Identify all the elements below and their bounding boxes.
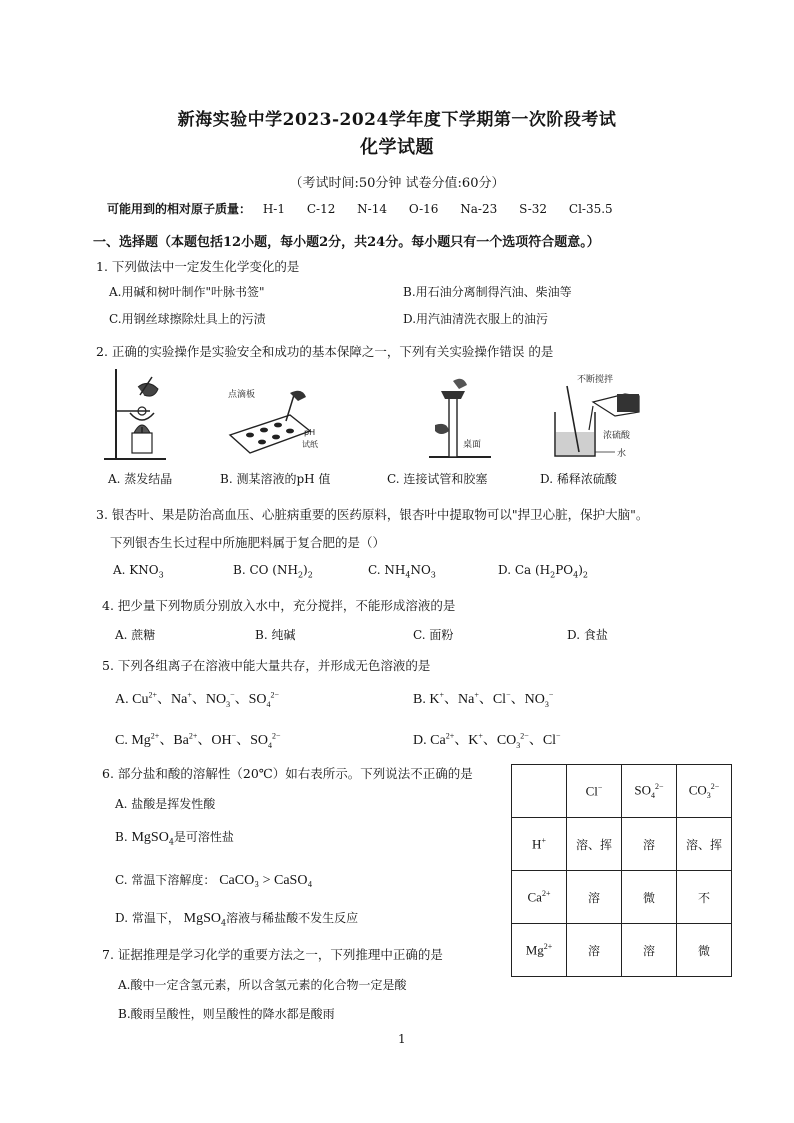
separator: 、	[510, 692, 525, 707]
q3-option-c	[368, 563, 436, 579]
q3-option-b	[233, 563, 313, 579]
q6-d-formula: MgSO	[183, 911, 222, 926]
q1-option-d: D.用汽油清洗衣服上的油污	[403, 312, 549, 326]
fig-d-water-label: 水	[617, 449, 627, 459]
atomic-mass-item: O-16	[408, 202, 439, 216]
q6-b-formula: MgSO	[131, 830, 169, 845]
table-row-header-mg: $Mg^{2+}$	[512, 924, 567, 977]
q4-option-d: D. 食盐	[567, 628, 608, 642]
q6-option-b	[115, 828, 234, 846]
fig-b-plate-label: 点滴板	[228, 390, 256, 400]
question-3-stem-2: 下列银杏生长过程中所施肥料属于复合肥的是（）	[110, 535, 386, 550]
q2-caption-d: D. 稀释浓硫酸	[540, 472, 617, 486]
q3-b-text: B. CO (NH	[233, 563, 298, 577]
q6-d-sub: 4	[221, 918, 227, 928]
separator: 、	[159, 733, 174, 748]
q5-b-label: B.	[413, 692, 426, 707]
atomic-mass-item: Cl-35.5	[568, 202, 613, 216]
table-cell: 溶	[622, 818, 677, 871]
fig-c-table-label: 桌面	[463, 440, 482, 450]
q3-d-sub: 4	[573, 570, 579, 580]
question-6-stem: 6. 部分盐和酸的溶解性（20℃）如右表所示。下列说法不正确的是	[102, 766, 473, 781]
table-cell: 溶、挥	[677, 818, 732, 871]
q6-b-label: B.	[115, 830, 128, 844]
q3-a-text: A. KNO	[113, 563, 159, 577]
q5-c-label: C.	[115, 733, 128, 748]
atomic-mass-item: N-14	[357, 202, 387, 216]
q3-d-text: PO	[555, 563, 574, 577]
q3-d-text: D. Ca (H	[498, 563, 551, 577]
q3-c-text: C. NH	[368, 563, 406, 577]
q6-option-a: A. 盐酸是挥发性酸	[115, 797, 216, 811]
table-cell: 微	[622, 871, 677, 924]
q2-caption-b: B. 测某溶液的pH 值	[220, 472, 331, 486]
table-header-co3: $CO_3^{2-}$	[677, 765, 732, 818]
q5-option-d: D. $Ca^{2+}$、K+、$CO_3^{2-}$、Cl−	[413, 731, 561, 750]
atomic-masses-label: 可能用到的相对原子质量：	[107, 202, 252, 216]
q3-b-sub: 2	[307, 570, 313, 580]
q3-d-sub: 2	[550, 570, 556, 580]
separator: 、	[234, 692, 249, 707]
q3-b-sub: 2	[297, 570, 304, 580]
separator: 、	[156, 692, 171, 707]
q5-d-label: D.	[413, 733, 427, 748]
exam-title: 新海实验中学2023-2024学年度下学期第一次阶段考试	[177, 110, 617, 130]
question-4-stem: 4. 把少量下列物质分别放入水中，充分搅拌，不能形成溶液的是	[102, 598, 456, 613]
fig-b-ph-label: pH	[304, 428, 316, 437]
q1-option-a: A.用碱和树叶制作"叶脉书签"	[109, 285, 265, 299]
table-cell: 溶、挥	[567, 818, 622, 871]
q6-b-text: 是可溶性盐	[173, 830, 234, 844]
q5-option-a: A. $Cu^{2+}$、Na+、$NO_3^-$、$SO_4^{2-}$	[115, 690, 279, 709]
separator: 、	[443, 692, 458, 707]
q6-c-formula: CaCO₃ > CaSO₄	[219, 873, 313, 888]
table-header-cl: Cl−	[567, 765, 622, 818]
separator: 、	[191, 692, 206, 707]
atomic-masses	[107, 200, 631, 217]
question-5-stem: 5. 下列各组离子在溶液中能大量共存，并形成无色溶液的是	[102, 658, 431, 673]
exam-meta: （考试时间:50分钟 试卷分值:60分）	[289, 176, 505, 191]
q7-option-b: B.酸雨呈酸性，则呈酸性的降水都是酸雨	[118, 1007, 335, 1021]
q5-option-b: B. K+、Na+、Cl−、$NO_3^-$	[413, 690, 554, 709]
table-cell: 不	[677, 871, 732, 924]
evaporation-apparatus-figure	[100, 365, 170, 463]
q3-option-a	[113, 563, 164, 579]
q6-d-label: D. 常温下，	[115, 911, 180, 925]
table-cell: 溶	[567, 871, 622, 924]
separator: 、	[197, 733, 212, 748]
dilution-figure	[545, 372, 655, 464]
separator: 、	[236, 733, 251, 748]
separator: 、	[454, 733, 469, 748]
q1-option-c: C.用钢丝球擦除灶具上的污渍	[109, 312, 266, 326]
table-cell: 溶	[622, 924, 677, 977]
table-row	[512, 924, 732, 977]
q3-c-sub: 4	[405, 570, 411, 580]
q6-option-d	[115, 909, 358, 927]
exam-subtitle: 化学试题	[360, 137, 434, 158]
q4-option-b: B. 纯碱	[255, 628, 296, 642]
q6-b-sub: 4	[168, 837, 174, 847]
atomic-mass-item: C-12	[306, 202, 336, 216]
question-1-stem: 1. 下列做法中一定发生化学变化的是	[96, 259, 300, 274]
q6-option-c	[115, 871, 312, 889]
table-row	[512, 818, 732, 871]
separator: 、	[482, 733, 497, 748]
q4-option-c: C. 面粉	[413, 628, 454, 642]
question-7-stem: 7. 证据推理是学习化学的重要方法之一，下列推理中正确的是	[102, 947, 443, 962]
table-row-header-ca: $Ca^{2+}$	[512, 871, 567, 924]
section-heading: 一、选择题（本题包括12小题，每小题2分，共24分。每小题只有一个选项符合题意。）	[93, 235, 600, 250]
q2-caption-a: A. 蒸发结晶	[108, 472, 173, 486]
q4-option-a: A. 蔗糖	[115, 628, 156, 642]
table-cell: 溶	[567, 924, 622, 977]
table-header-row	[512, 765, 732, 818]
q3-option-d	[498, 563, 588, 579]
table-row-header-h: H+	[512, 818, 567, 871]
q3-b-paren: )	[303, 563, 308, 577]
atomic-mass-item: H-1	[262, 202, 285, 216]
table-row	[512, 871, 732, 924]
fig-d-acid-label: 浓硫酸	[603, 431, 631, 441]
fig-b-paper-label: 试纸	[302, 440, 318, 449]
table-cell: 微	[677, 924, 732, 977]
q3-a-sub: 3	[158, 570, 164, 580]
separator: 、	[528, 733, 543, 748]
q3-d-sub: 2	[582, 570, 589, 580]
atomic-mass-item: S-32	[519, 202, 548, 216]
q7-option-a: A.酸中一定含氢元素，所以含氢元素的化合物一定是酸	[118, 978, 407, 992]
q3-d-paren: )	[578, 563, 583, 577]
question-2-stem: 2. 正确的实验操作是实验安全和成功的基本保障之一，下列有关实验操作错误 的是	[96, 344, 554, 359]
table-corner-cell	[512, 765, 567, 818]
q3-c-text: NO	[410, 563, 431, 577]
test-tube-figure	[425, 375, 495, 465]
q6-d-text: 溶液与稀盐酸不发生反应	[226, 911, 359, 925]
q5-option-c: C. $Mg^{2+}$、$Ba^{2+}$、OH−、$SO_4^{2-}$	[115, 731, 281, 750]
page-number: 1	[398, 1032, 406, 1046]
ph-test-figure	[220, 385, 325, 460]
q1-option-b: B.用石油分离制得汽油、柴油等	[403, 285, 572, 299]
q3-c-sub: 3	[430, 570, 436, 580]
q2-caption-c: C. 连接试管和胶塞	[387, 472, 488, 486]
table-header-so4: $SO_4^{2-}$	[622, 765, 677, 818]
q5-a-label: A.	[115, 692, 129, 707]
solubility-table	[511, 764, 732, 977]
atomic-mass-item: Na-23	[460, 202, 498, 216]
fig-d-stir-label: 不断搅拌	[577, 375, 614, 385]
question-3-stem: 3. 银杏叶、果是防治高血压、心脏病重要的医药原料，银杏叶中提取物可以"捍卫心脏，保护大脑"。	[96, 507, 649, 522]
separator: 、	[478, 692, 493, 707]
q6-c-label: C. 常温下溶解度：	[115, 873, 216, 887]
